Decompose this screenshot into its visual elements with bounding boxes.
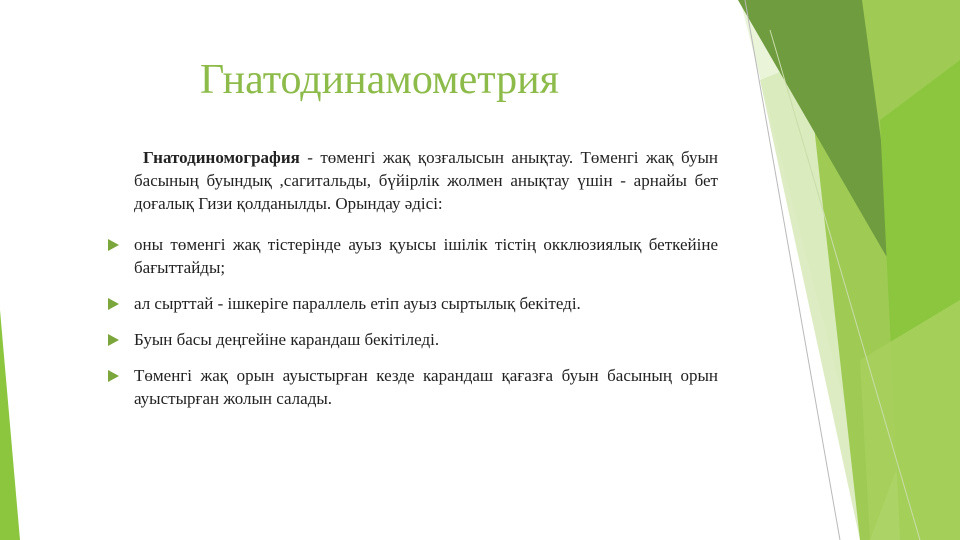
list-item bbox=[108, 233, 718, 279]
intro-term: Гнатодиномография bbox=[143, 148, 300, 167]
list-item bbox=[108, 328, 718, 351]
intro-text: - төменгі жақ қозғалысын анықтау. Төменгі жақ буын басының буындық ,сагитальды, бүйірлік жолмен анықтау үшін - арнайы бет доғалық Гизи қолданылды. Орындау әдісі: bbox=[134, 148, 718, 213]
triangle-bullet-icon bbox=[108, 298, 119, 310]
list-item bbox=[108, 364, 718, 410]
bullet-text: ал сырттай - ішкеріге параллель етіп ауыз сыртылық бекітеді. bbox=[134, 294, 581, 313]
triangle-bullet-icon bbox=[108, 370, 119, 382]
slide-content bbox=[108, 146, 718, 423]
bullet-text: Төменгі жақ орын ауыстырған кезде карандаш қағазға буын басының орын ауыстырған жолын салады. bbox=[134, 366, 718, 408]
left-accent bbox=[0, 310, 20, 540]
triangle-bullet-icon bbox=[108, 334, 119, 346]
bullet-list bbox=[108, 233, 718, 410]
list-item bbox=[108, 292, 718, 315]
bullet-text: Буын басы деңгейіне карандаш бекітіледі. bbox=[134, 330, 440, 349]
intro-paragraph bbox=[108, 146, 718, 215]
triangle-bullet-icon bbox=[108, 239, 119, 251]
slide-title: Гнатодинамометрия bbox=[200, 57, 559, 103]
bullet-text: оны төменгі жақ тістерінде ауыз қуысы ішілік тістің окклюзиялық беткейіне бағыттайды; bbox=[134, 235, 718, 277]
